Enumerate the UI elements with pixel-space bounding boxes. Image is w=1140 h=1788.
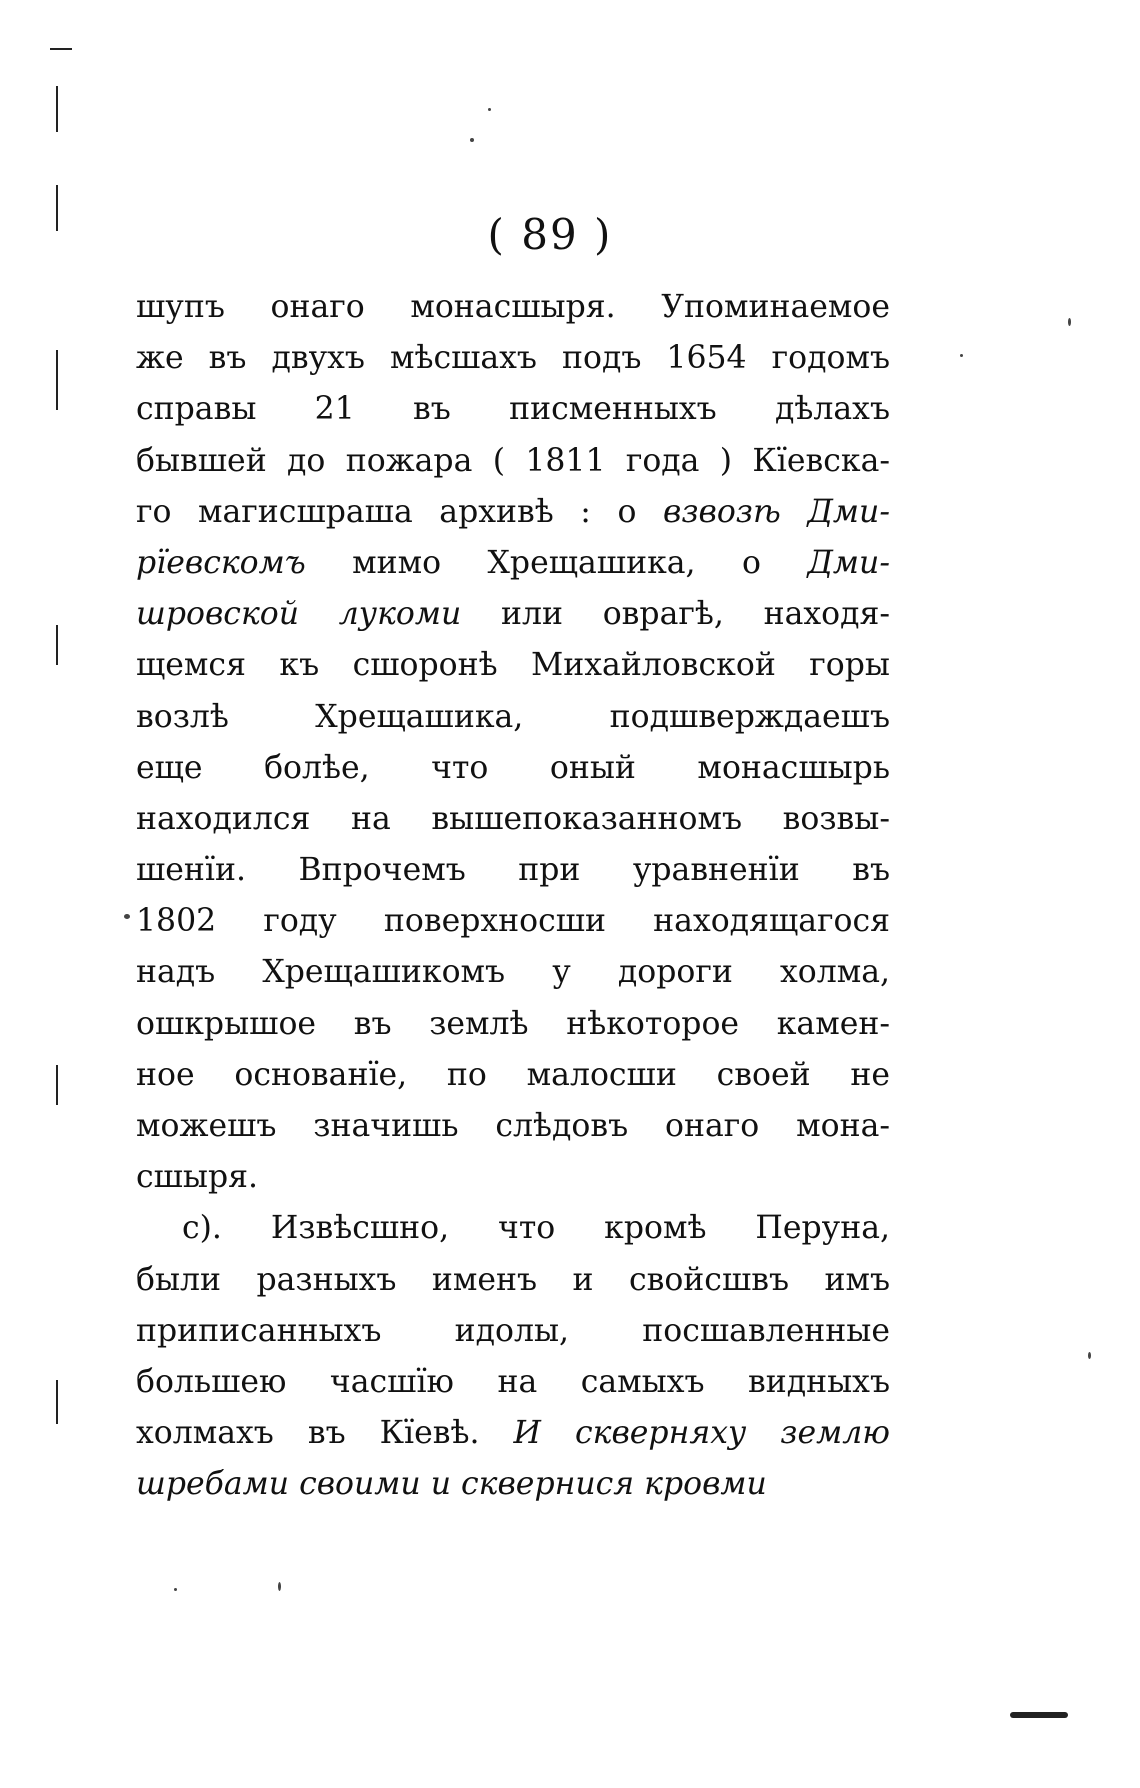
- text-line: [136, 845, 890, 896]
- text-line: [136, 743, 890, 794]
- italic-text-segment: шровской лукоми: [136, 596, 462, 633]
- text-line: [136, 794, 890, 845]
- text-line: [136, 1203, 890, 1254]
- text-line: [136, 947, 890, 998]
- margin-mark-top-left: [50, 48, 72, 50]
- margin-rule-5: [56, 1065, 58, 1105]
- text-line: [136, 1255, 890, 1306]
- text-line: [136, 999, 890, 1050]
- text-segment: ошкрышое въ землѣ нѣкоторое камен-: [136, 1005, 890, 1042]
- text-line: [136, 640, 890, 691]
- text-line: [136, 384, 890, 435]
- speck: [278, 1582, 281, 1591]
- text-segment: были разныхъ именъ и свойсшвъ имъ: [136, 1261, 890, 1298]
- speck: [1068, 318, 1071, 326]
- margin-rule-4: [56, 625, 58, 665]
- text-segment: справы 21 въ писменныхъ дѣлахъ: [136, 391, 890, 428]
- text-line: [136, 1101, 890, 1152]
- text-line: [136, 436, 890, 487]
- text-line: [136, 1050, 890, 1101]
- speck: [124, 914, 130, 919]
- text-segment: еще болѣе, что оный монасшырь: [136, 749, 890, 786]
- text-line: [136, 333, 890, 384]
- text-segment: го магисшраша архивѣ : о: [136, 493, 663, 530]
- page-number: ( 89 ): [487, 210, 613, 259]
- margin-rule-1: [56, 86, 58, 132]
- text-segment: находился на вышепоказанномъ возвы-: [136, 800, 890, 837]
- text-segment: возлѣ Хрещашика, подшверждаешъ: [136, 698, 890, 735]
- bottom-right-dash: [1010, 1712, 1068, 1718]
- text-line: [136, 589, 890, 640]
- text-segment: бывшей до пожара ( 1811 года ) Кїевска-: [136, 442, 890, 479]
- text-segment: с). Извѣсшно, что кромѣ Перуна,: [182, 1210, 890, 1247]
- speck: [960, 354, 963, 357]
- body-text: [136, 282, 890, 1511]
- text-line: [136, 282, 890, 333]
- text-segment: шупъ онаго монасшыря. Упоминаемое: [136, 289, 890, 325]
- speck: [470, 138, 474, 142]
- text-segment: мимо Хрещашика, о: [305, 544, 808, 581]
- text-segment: сшыря.: [136, 1159, 259, 1196]
- text-segment: же въ двухъ мѣсшахъ подъ 1654 годомъ: [136, 340, 890, 377]
- italic-text-segment: шребами своими и сквернися кровми: [136, 1466, 767, 1503]
- text-segment: шенїи. Впрочемъ при уравненїи въ: [136, 852, 890, 889]
- italic-text-segment: И скверняху землю: [513, 1415, 890, 1452]
- speck: [1088, 1352, 1091, 1359]
- text-line: [136, 1408, 890, 1459]
- text-line: [136, 1306, 890, 1357]
- speck: [174, 1588, 177, 1591]
- italic-text-segment: взвозѣ Дми-: [662, 493, 890, 530]
- text-line: [136, 538, 890, 589]
- text-line: [136, 487, 890, 538]
- text-segment: приписанныхъ идолы, посшавленные: [136, 1312, 890, 1349]
- text-segment: щемся къ сшоронѣ Михайловской горы: [136, 647, 890, 684]
- text-line: [136, 1459, 890, 1510]
- speck: [488, 108, 491, 111]
- text-line: [136, 1357, 890, 1408]
- text-line: [136, 896, 890, 947]
- italic-text-segment: Дми-: [807, 544, 890, 581]
- text-segment: можешъ значишь слѣдовъ онаго мона-: [136, 1108, 890, 1144]
- text-segment: большею часшїю на самыхъ видныхъ: [136, 1363, 890, 1400]
- text-segment: холмахъ въ Кїевѣ.: [136, 1415, 514, 1452]
- text-segment: 1802 году поверхносши находящагося: [136, 903, 890, 940]
- text-line: [136, 692, 890, 743]
- margin-rule-6: [56, 1380, 58, 1424]
- text-line: [136, 1152, 890, 1203]
- text-segment: надъ Хрещашикомъ у дороги холма,: [136, 954, 890, 991]
- italic-text-segment: рїевскомъ: [136, 544, 306, 581]
- margin-rule-3: [56, 350, 58, 410]
- text-segment: ное основанїе, по малосши своей не: [136, 1056, 890, 1093]
- text-segment: или оврагѣ, находя-: [461, 596, 890, 633]
